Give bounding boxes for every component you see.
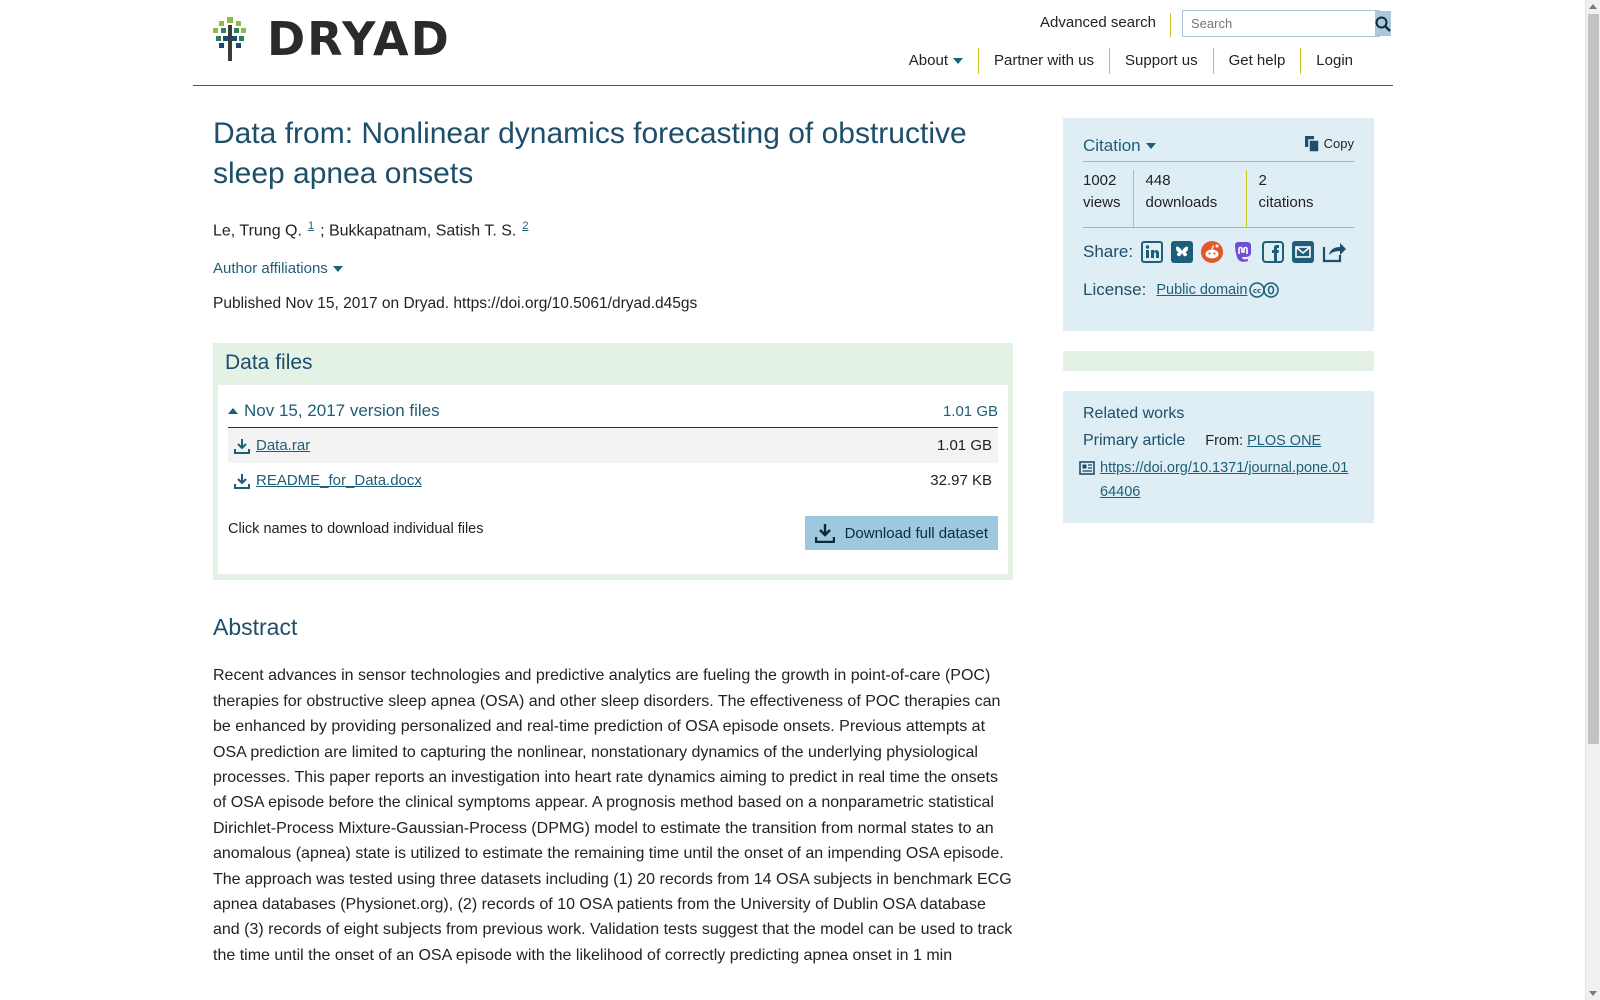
nav-partner-label: Partner with us bbox=[993, 52, 1095, 69]
page-title: Data from: Nonlinear dynamics forecasting of obstructive sleep apnea onsets bbox=[213, 117, 967, 190]
file-size: 32.97 KB bbox=[930, 472, 992, 490]
affiliation-ref[interactable]: 1 bbox=[307, 220, 315, 232]
logo-wordmark: DRYAD bbox=[267, 12, 451, 66]
file-row bbox=[228, 463, 998, 498]
related-doi-link[interactable]: https://doi.org/10.1371/journal.pone.0164406 bbox=[1100, 460, 1349, 500]
data-files-inner bbox=[218, 385, 1008, 574]
metric-label: downloads bbox=[1145, 194, 1218, 211]
citation-toggle[interactable] bbox=[1083, 136, 1156, 156]
metric-label: citations bbox=[1258, 194, 1314, 211]
author-name[interactable]: Le, Trung Q. bbox=[213, 222, 302, 240]
tree-logo-icon bbox=[213, 17, 247, 61]
sidebar-spacer-bar bbox=[1063, 351, 1374, 371]
from-label: From: bbox=[1205, 433, 1244, 449]
version-size: 1.01 GB bbox=[942, 402, 998, 420]
abstract-heading: Abstract bbox=[213, 614, 298, 641]
chevron-down-icon bbox=[953, 58, 963, 64]
related-works-heading: Related works bbox=[1083, 405, 1185, 422]
nav-about[interactable] bbox=[894, 48, 978, 74]
download-icon bbox=[234, 473, 250, 489]
search-input[interactable] bbox=[1183, 11, 1375, 36]
metric-views bbox=[1083, 170, 1133, 227]
license-label: License: bbox=[1083, 280, 1147, 299]
metric-value: 2 bbox=[1258, 172, 1267, 189]
nav-partner[interactable] bbox=[978, 48, 1109, 74]
scroll-down-icon[interactable] bbox=[1589, 991, 1597, 996]
copy-icon bbox=[1305, 136, 1319, 152]
search-button[interactable] bbox=[1375, 11, 1391, 36]
version-toggle[interactable] bbox=[228, 401, 998, 428]
version-label bbox=[228, 401, 440, 421]
site-header bbox=[193, 0, 1393, 86]
citation-header bbox=[1083, 130, 1354, 162]
file-download-link[interactable] bbox=[234, 472, 422, 489]
nav-login[interactable] bbox=[1300, 48, 1368, 74]
article-icon bbox=[1079, 461, 1095, 475]
author-separator: ; bbox=[320, 222, 325, 240]
data-files-footer bbox=[228, 516, 998, 550]
download-icon bbox=[234, 438, 250, 454]
share-label: Share: bbox=[1083, 242, 1134, 261]
nav-support-label: Support us bbox=[1125, 52, 1198, 69]
license-row bbox=[1083, 280, 1354, 300]
primary-article-row bbox=[1083, 432, 1354, 450]
author-list bbox=[213, 220, 1013, 240]
data-files-panel bbox=[213, 343, 1013, 580]
scroll-up-icon[interactable] bbox=[1589, 4, 1597, 9]
author-name[interactable]: Bukkapatnam, Satish T. S. bbox=[328, 222, 517, 240]
affiliation-ref[interactable]: 2 bbox=[522, 220, 529, 232]
search-icon bbox=[1375, 16, 1391, 32]
file-name: Data.rar bbox=[256, 437, 311, 455]
abstract-text: Recent advances in sensor technologies and predictive analytics are fueling the growth in point-of-care (POC) therapies for obstructive sleep apnea (OSA) and other sleep disorders. The effectiveness of POC therapies can be enhanced by providing personalized and real-time prediction of OSA episode onsets. Previous attempts at OSA prediction are limited to capturing the nonlinear, nonstationary dynamics of the underlying physiological processes. This paper reports an investigation into heart rate dynamics aiming to predict in real time the onsets of OSA episode before the clinical symptoms appear. A prognosis method based on a nonparametric statistical Dirichlet-Process Mixture-Gaussian-Process (DPMG) model to estimate the transition from normal states to an anomalous (apnea) state is utilized to estimate the remaining time until the onset of an impending OSA episode. The approach was tested using three datasets including (1) 20 records from 14 OSA subjects in benchmark ECG apnea databases (Physionet.org), (2) records of 10 OSA patients from the University of Dublin OSA database and (3) records of eight subjects from previous work. Validation tests suggest that the model can be used to track the time until the onset of an OSA episode with the likelihood of correctly predicting apnea onset in 1 min bbox=[213, 667, 1013, 964]
copy-citation-button[interactable] bbox=[1305, 136, 1354, 152]
svg-text:cc: cc bbox=[1253, 287, 1262, 295]
download-full-label: Download full dataset bbox=[844, 524, 988, 542]
article-source bbox=[1205, 433, 1321, 449]
nav-support[interactable] bbox=[1109, 48, 1213, 74]
data-files-heading: Data files bbox=[225, 351, 313, 375]
file-row bbox=[228, 428, 998, 463]
page-scrollbar[interactable] bbox=[1585, 0, 1600, 1000]
cc-zero-icon bbox=[1249, 282, 1279, 298]
nav-login-label: Login bbox=[1316, 52, 1353, 69]
citation-label: Citation bbox=[1083, 135, 1141, 155]
scroll-thumb[interactable] bbox=[1588, 14, 1599, 744]
download-icon bbox=[815, 523, 835, 543]
copy-label: Copy bbox=[1323, 136, 1354, 151]
nav-help[interactable] bbox=[1213, 48, 1301, 74]
linkedin-icon[interactable] bbox=[1141, 240, 1163, 264]
share-row bbox=[1083, 240, 1354, 264]
facebook-icon[interactable] bbox=[1262, 240, 1284, 264]
metric-downloads bbox=[1133, 170, 1246, 227]
metric-value: 448 bbox=[1145, 172, 1171, 189]
related-doi-row bbox=[1079, 456, 1354, 504]
mastodon-icon[interactable] bbox=[1232, 240, 1254, 264]
reddit-icon[interactable] bbox=[1201, 240, 1223, 264]
metrics-row bbox=[1083, 162, 1354, 228]
publication-info: Published Nov 15, 2017 on Dryad. https://doi.org/10.5061/dryad.d45gs bbox=[213, 295, 698, 313]
chevron-down-icon bbox=[1146, 143, 1156, 149]
main-nav bbox=[894, 48, 1368, 74]
author-affiliations-toggle[interactable] bbox=[213, 260, 1013, 277]
email-icon[interactable] bbox=[1292, 240, 1314, 264]
version-label-text: Nov 15, 2017 version files bbox=[244, 401, 440, 421]
main-content bbox=[213, 114, 1013, 968]
chevron-up-icon bbox=[228, 408, 238, 414]
metric-value: 1002 bbox=[1083, 172, 1117, 189]
download-hint: Click names to download individual files bbox=[228, 521, 484, 538]
file-name: README_for_Data.docx bbox=[256, 472, 422, 490]
affiliations-label: Author affiliations bbox=[213, 260, 328, 278]
download-full-dataset-button[interactable] bbox=[805, 516, 998, 550]
search-box bbox=[1182, 10, 1380, 37]
file-size: 1.01 GB bbox=[936, 437, 992, 455]
primary-article-label: Primary article bbox=[1083, 432, 1186, 449]
metric-citations bbox=[1246, 170, 1326, 227]
dryad-logo[interactable] bbox=[213, 12, 451, 66]
citation-card bbox=[1063, 118, 1374, 331]
related-works-card bbox=[1063, 391, 1374, 523]
advanced-search-link[interactable]: Advanced search bbox=[1040, 13, 1171, 37]
chevron-down-icon bbox=[333, 266, 343, 272]
file-download-link[interactable] bbox=[234, 437, 310, 454]
license-link[interactable]: Public domain bbox=[1156, 282, 1248, 298]
bluesky-icon[interactable] bbox=[1171, 240, 1193, 264]
share-icon[interactable] bbox=[1322, 240, 1346, 264]
metric-label: views bbox=[1083, 194, 1121, 211]
journal-link[interactable]: PLOS ONE bbox=[1247, 433, 1322, 449]
nav-help-label: Get help bbox=[1228, 52, 1286, 69]
nav-about-label: About bbox=[908, 52, 948, 69]
